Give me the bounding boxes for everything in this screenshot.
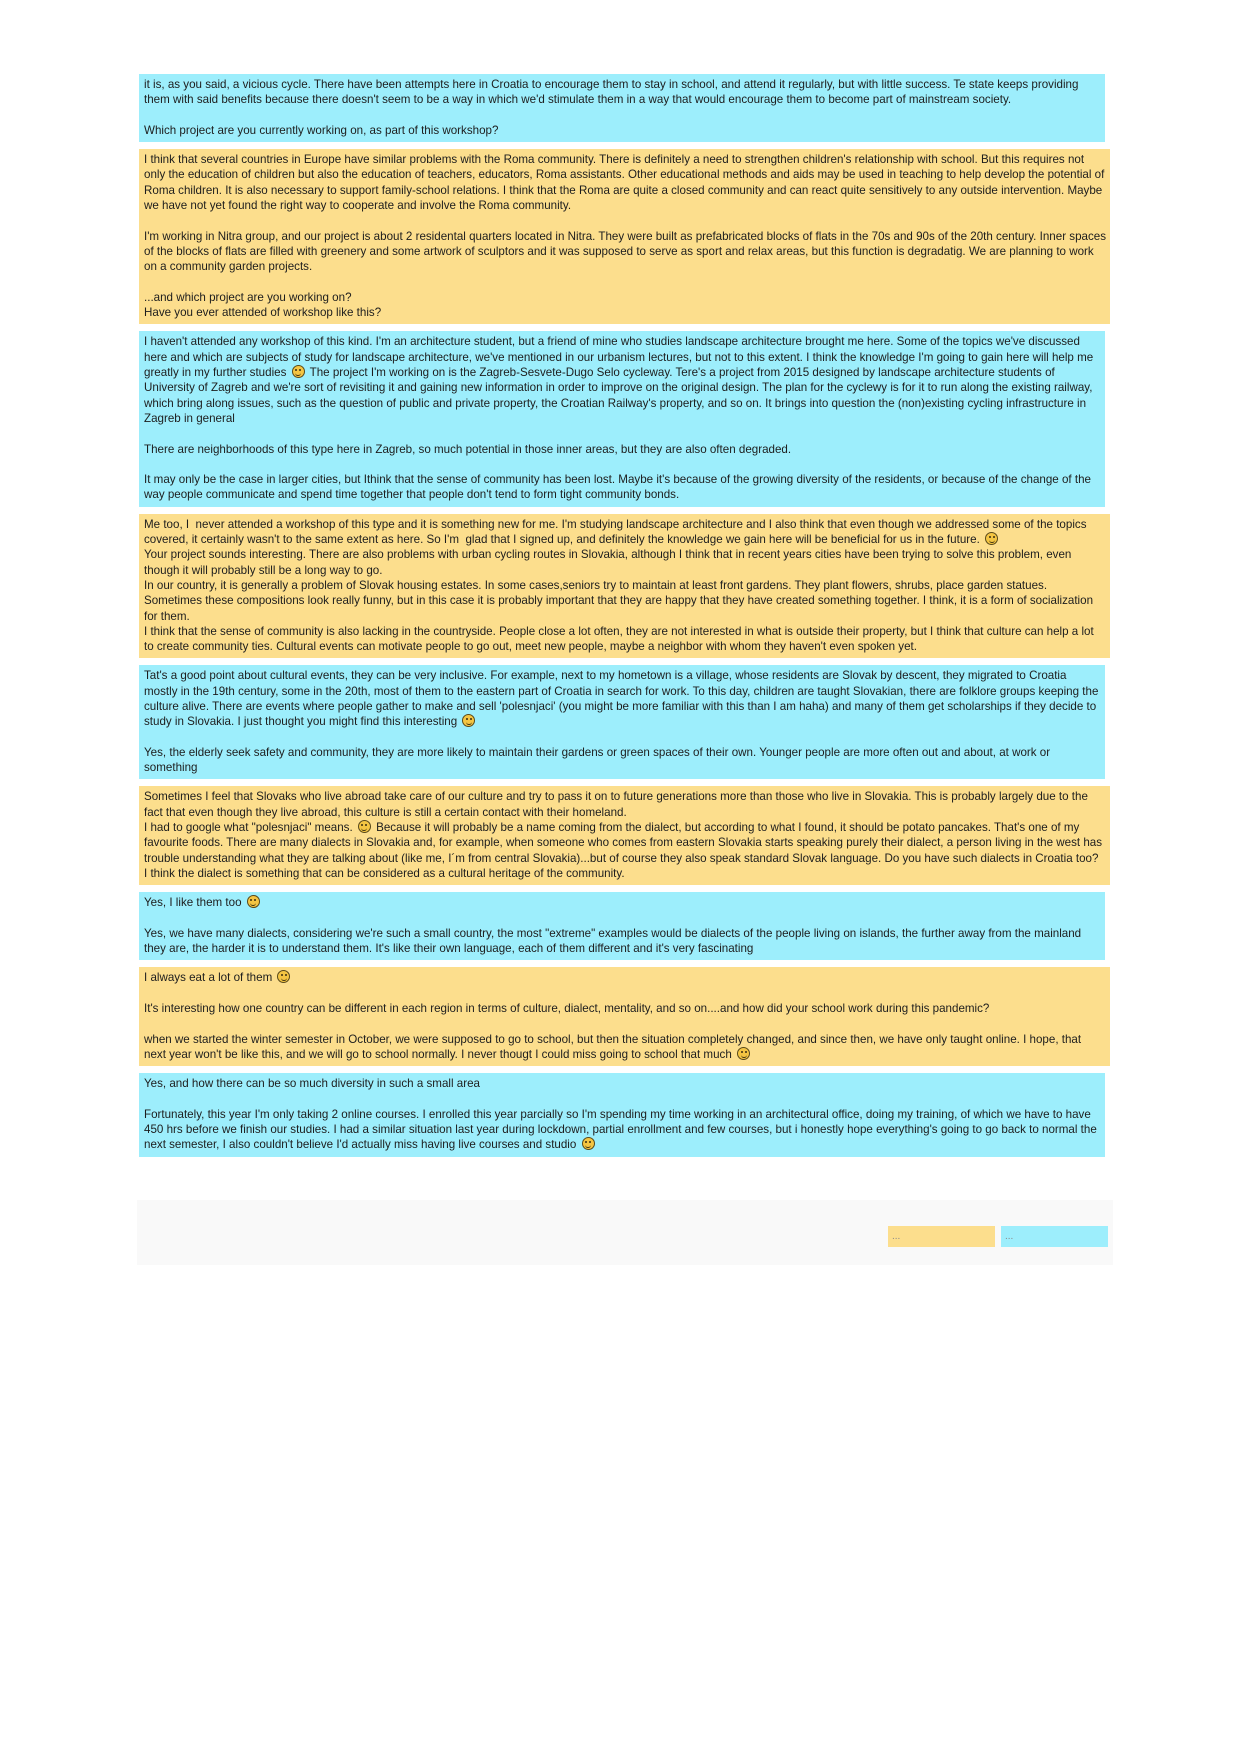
message-paragraph: Tat's a good point about cultural events, they can be very inclusive. For example, next to my hometown is a village, whose residents are Slovak by descent, they migrated to Croatia mostly in the 19th century, some in the 20th, most of them to the eastern part of Croatia in search for work. To this day, children are taught Slovakian, there are folklore groups keeping the culture alive. There are events where people gather to make and sell 'polesnjaci' (you might be more familiar with this than I am haha) and many of them get scholarships if they decide to study in Slovakia. I just thought you might find this interesting xyxy=(144,669,1102,729)
smiley-emoji-icon xyxy=(277,970,290,983)
message-paragraph: It may only be the case in larger cities, but Ithink that the sense of community has been lost. Maybe it's because of the growing diversity of the residents, or because of the change of the way people communicate and spend time together that people don't tend to form tight community bonds. xyxy=(144,473,1095,502)
smiley-emoji-icon xyxy=(462,714,475,727)
message-paragraph: Yes, I like them too xyxy=(144,895,1101,910)
message-paragraph: Yes, we have many dialects, considering we're such a small country, the most "extreme" examples would be dialects of the people living on islands, the further away from the mainland they are, the harder it is to understand them. It's like their own language, each of them different and it's very fascinating xyxy=(144,926,1085,956)
chat-message-blue xyxy=(139,1073,1105,1156)
chat-message-yellow xyxy=(139,967,1110,1066)
smiley-emoji-icon xyxy=(292,365,305,378)
footer-reply-blue[interactable]: ... xyxy=(1001,1226,1108,1247)
message-paragraph: Fortunately, this year I'm only taking 2 online courses. I enrolled this year parcially so I'm spending my time working in an architectural office, doing my training, of which we have to have 450 hrs before we finish our studies. I had a similar situation last year during lockdown, partial enrollment and few courses, but i honestly hope everything's going to go back to normal the next semester, I also couldn't believe I'd actually miss having live courses and studio xyxy=(144,1107,1101,1152)
chat-message-blue xyxy=(139,892,1105,960)
message-paragraph: Which project are you currently working on, as part of this workshop? xyxy=(144,123,499,137)
chat-thread xyxy=(137,74,1113,1164)
message-paragraph: Sometimes I feel that Slovaks who live abroad take care of our culture and try to pass it on to future generations more than those who live in Slovakia. This is probably largely due to the fact that even though they live abroad, this culture is still a certain contact with their homeland. I had to google what "polesnjaci" means. Because it will probably be a name coming from the dialect, but according to what I found, it should be potato pancakes. That's one of my favourite foods. There are many dialects in Slovakia and, for example, when someone who comes from eastern Slovakia starts speaking purely their dialect, a person living in the west has trouble understanding what they are talking about (like me, I´m from central Slovakia)...but of course they also speak standard Slovak language. Do you have such dialects in Croatia too? I think the dialect is something that can be considered as a cultural heritage of the community. xyxy=(144,790,1103,880)
chat-message-blue xyxy=(139,331,1105,506)
message-paragraph: Me too, I never attended a workshop of this type and it is something new for me. I'm studying landscape architecture and I also think that even though we addressed some of the topics covered, it certainly wasn't to the same extent as here. So I'm glad that I signed up, and definitely the knowledge we gain here will be beneficial for us in the future. Your project sounds interesting. There are also problems with urban cycling routes in Slovakia, although I think that in recent years cities have been trying to solve this problem, even though it will probably still be a long way to go. In our country, it is generally a problem of Slovak housing estates. In some cases,seniors try to maintain at least front gardens. They plant flowers, shrubs, place garden statues. Sometimes these compositions look really funny, but in this case it is probably important that they are happy that they have created something together. I think, it is a form of socialization for them. I think that the sense of community is also lacking in the countryside. People close a lot often, they are not interested in what is outside their property, but I think that culture can help a lot to create community ties. Cultural events can motivate people to go out, meet new people, maybe a neighbor with whom they haven't even spoken yet. xyxy=(144,517,1094,654)
message-paragraph: There are neighborhoods of this type here in Zagreb, so much potential in those inner areas, but they are also often degraded. xyxy=(144,442,792,456)
chat-message-blue xyxy=(139,665,1105,779)
message-paragraph: I haven't attended any workshop of this kind. I'm an architecture student, but a friend of mine who studies landscape architecture brought me here. Some of the topics we've discussed here and which are subjects of study for landscape architecture, we've mentioned in our urbanism lectures, but not to this extent. I think the knowledge I'm going to gain here will help me greatly in my further studies The project I'm working on is the Zagreb-Sesvete-Dugo Selo cycleway. Tere's a project from 2015 designed by landscape architecture students of University of Zagreb and we're sort of revisiting it and gaining new information in order to improve on the original design. The plan for the cyclewy is for it to run along the existing railway, which bring along issues, such as the question of public and private property, the Croatian Railway's property, and so on. It brings into question the (non)existing cycling infrastructure in Zagreb in general xyxy=(144,335,1097,425)
message-paragraph: ...and which project are you working on? Have you ever attended of workshop like this? xyxy=(144,290,382,320)
smiley-emoji-icon xyxy=(358,820,371,833)
chat-message-yellow xyxy=(139,786,1110,885)
chat-message-blue xyxy=(139,74,1105,142)
smiley-emoji-icon xyxy=(247,895,260,908)
message-paragraph: it is, as you said, a vicious cycle. There have been attempts here in Croatia to encourage them to stay in school, and attend it regularly, but with little success. Te state keeps providing them with said benefits because there doesn't seem to be a way in which we'd stimulate them in a way that would encourage them to become part of mainstream society. xyxy=(144,78,1082,107)
message-paragraph: when we started the winter semester in October, we were supposed to go to school, but then the situation completely changed, and since then, we have only taught online. I hope, that next year won't be like this, and we will go to school normally. I never thougt I could miss going to school that much xyxy=(144,1032,1085,1061)
smiley-emoji-icon xyxy=(737,1047,750,1060)
chat-message-yellow xyxy=(139,514,1110,659)
message-paragraph: I'm working in Nitra group, and our project is about 2 residental quarters located in Nitra. They were built as prefabricated blocks of flats in the 70s and 90s of the 20th century. Inner spaces of the blocks of flats are filled with greenery and some artwork of sculptors and it was supposed to serve as sport and relax areas, but this function is degradatig. We are planning to work on a community garden projects. xyxy=(144,229,1110,274)
message-paragraph: Yes, and how there can be so much diversity in such a small area xyxy=(144,1077,480,1091)
message-paragraph: I think that several countries in Europe have similar problems with the Roma community. There is definitely a need to strengthen children's relationship with school. But this requires not only the education of children but also the education of teachers, educators, Roma assistants. Other educational methods and aids may be used in teaching to help develop the potential of Roma children. It is also necessary to support family-school relations. I think that the Roma are quite a closed community and can react quite sensitively to any outside intervention. Maybe we have not yet found the right way to cooperate and involve the Roma community. xyxy=(144,153,1108,213)
smiley-emoji-icon xyxy=(985,532,998,545)
message-paragraph: I always eat a lot of them xyxy=(144,970,1106,985)
chat-message-yellow xyxy=(139,149,1110,324)
message-paragraph: Yes, the elderly seek safety and community, they are more likely to maintain their gardens or green spaces of their own. Younger people are more often out and about, at work or something xyxy=(144,745,1054,775)
footer-reply-yellow[interactable]: ... xyxy=(888,1226,995,1247)
message-paragraph: It's interesting how one country can be different in each region in terms of culture, dialect, mentality, and so on....and how did your school work during this pandemic? xyxy=(144,1002,990,1016)
smiley-emoji-icon xyxy=(582,1137,595,1150)
